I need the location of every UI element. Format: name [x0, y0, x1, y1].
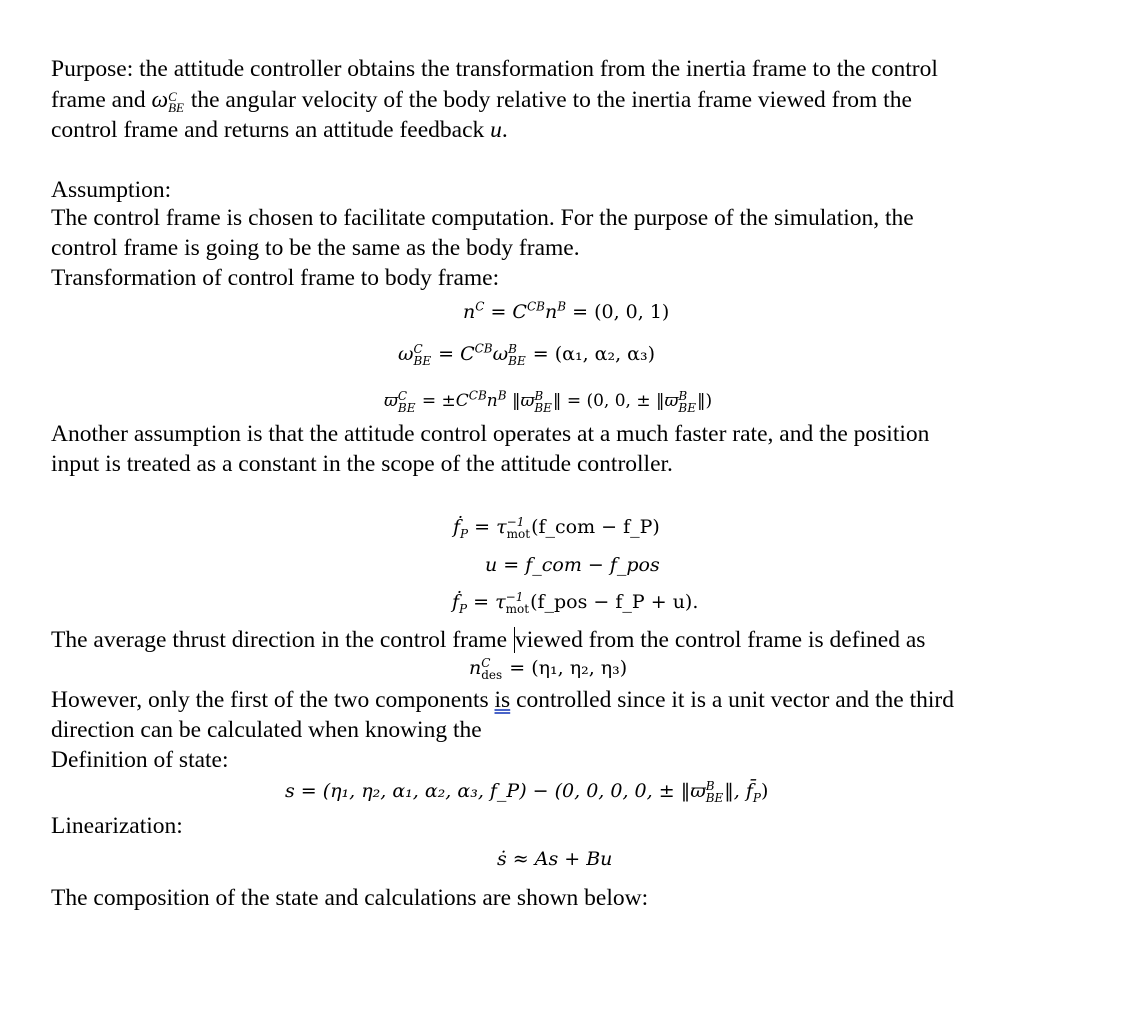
however-line-1-end: controlled since it is a unit vector and the third: [510, 687, 954, 713]
however-line-1-start: However, only the first of the two components: [51, 687, 495, 713]
is-underlined-word[interactable]: is: [494, 687, 511, 713]
equation-1-rhs: = (0, 0, 1): [572, 301, 670, 323]
omega-symbol-inline: ω C BE: [151, 87, 184, 115]
average-thrust-start: The average thrust direction in the control frame: [51, 627, 513, 653]
however-line-1: [51, 685, 954, 715]
equation-4: ḟ$_P$ = τ −1 mot (f_com − f_P): [453, 515, 660, 541]
assumption-heading: Assumption:: [51, 177, 172, 203]
assumption-line-2: control frame is going to be the same as the body frame.: [51, 235, 580, 261]
purpose-line-2: [51, 85, 912, 115]
equation-7-rhs: = (η₁, η₂, η₃): [509, 657, 628, 679]
purpose-line-1: Purpose: the attitude controller obtains the transformation from the inertia frame to the control: [51, 56, 938, 82]
equation-2-rhs: = (α₁, α₂, α₃): [532, 343, 656, 365]
equation-3: ϖ C BE = $\pm C^{CB}n^B$ ‖ϖ B BE ‖ = (0, 0, ± ‖ϖ B BE ‖): [384, 388, 713, 415]
equation-6: ḟ$_P$ = τ −1 mot (f_pos − f_P + u).: [452, 590, 699, 616]
average-thrust-end: viewed from the control frame is defined as: [514, 627, 926, 653]
equation-2: ω C BE = $C^{CB}\omega$ B BE = (α₁, α₂, α₃): [398, 341, 656, 368]
u-symbol-inline: u: [490, 117, 502, 143]
purpose-line-3: [51, 115, 508, 145]
purpose-line-3-start: control frame and returns an attitude feedback: [51, 117, 491, 143]
purpose-line-2-start: frame and: [51, 87, 152, 113]
equation-5: u = f_com − f_pos: [485, 554, 660, 576]
equation-8: s = (η₁, η₂, α₁, α₂, α₃, f_P) − (0, 0, 0, 0, ± ‖ϖ B BE ‖, $f̄_P$): [285, 779, 769, 805]
equation-6-rhs: (f_pos − f_P + u).: [530, 591, 699, 613]
another-assumption-line-2: input is treated as a constant in the scope of the attitude controller.: [51, 451, 673, 477]
composition-line: The composition of the state and calculations are shown below:: [51, 885, 649, 911]
another-assumption-line-1: Another assumption is that the attitude control operates at a much faster rate, and the position: [51, 421, 930, 447]
definition-of-state: Definition of state:: [51, 747, 229, 773]
equation-1: $n^C = C^{CB}n^B = (0$, 0, 1): [463, 299, 670, 323]
transformation-line: Transformation of control frame to body frame:: [51, 265, 500, 291]
equation-7: n C des = (η₁, η₂, η₃): [469, 656, 628, 682]
equation-4-rhs: (f_com − f_P): [531, 516, 660, 538]
equation-3-rhs: = (0, 0, ±: [566, 391, 651, 411]
equation-9: ṡ ≈ As + Bu: [497, 848, 613, 870]
average-thrust-line: [51, 625, 925, 655]
purpose-line-3-end: .: [501, 117, 508, 143]
however-line-2: direction can be calculated when knowing the: [51, 717, 482, 743]
assumption-line-1: The control frame is chosen to facilitate computation. For the purpose of the simulation, the: [51, 205, 914, 231]
equation-8-main: s = (η₁, η₂, α₁, α₂, α₃, f_P) − (0, 0, 0, 0, ±: [285, 780, 675, 802]
purpose-line-2-end: the angular velocity of the body relative to the inertia frame viewed from the: [184, 87, 912, 113]
linearization-label: Linearization:: [51, 813, 183, 839]
